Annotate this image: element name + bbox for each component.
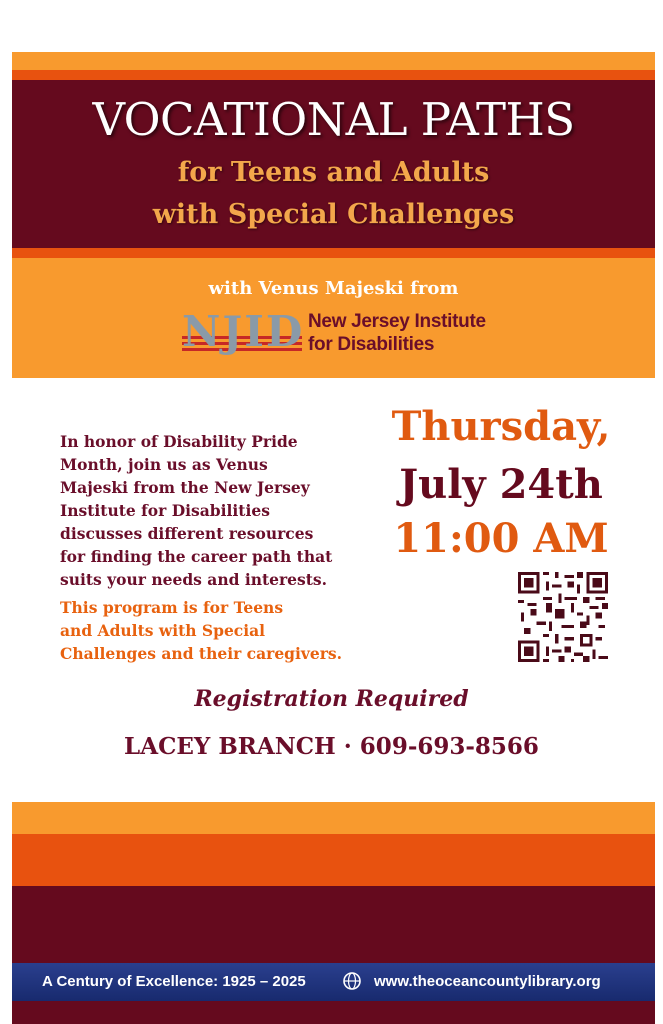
top-orange-stripe (12, 52, 655, 70)
event-day: Thursday, (391, 403, 611, 450)
website-link[interactable]: www.theoceancountylibrary.org (374, 973, 601, 990)
globe-icon (342, 971, 362, 991)
event-description: In honor of Disability Pride Month, join us as Venus Majeski from the New Jersey Institute for Disabilities discusses different resources for finding the career path that suits your needs and interests. (60, 432, 333, 589)
footer-bar (12, 963, 655, 1001)
bottom-maroon-block (12, 886, 655, 1024)
presenter-line: with Venus Majeski from (208, 278, 459, 299)
njid-logo (182, 306, 502, 362)
logo-letters: NJID (182, 307, 305, 356)
event-subtitle-line1: for Teens and Adults (177, 157, 490, 188)
bottom-orange-stripe (12, 802, 655, 834)
title-banner (12, 80, 655, 248)
branch-contact: LACEY BRANCH · 609-693-8566 (124, 733, 539, 760)
event-time: 11:00 AM (393, 515, 609, 562)
footer-tagline: A Century of Excellence: 1925 – 2025 (42, 973, 306, 990)
org-name-line1: New Jersey Institute (308, 311, 486, 332)
top-red-stripe (12, 70, 655, 80)
registration-note: Registration Required (194, 686, 469, 712)
qr-code[interactable] (518, 572, 608, 662)
divider-stripe (12, 248, 655, 258)
audience-note: This program is for Teens and Adults with Special Challenges and their caregivers. (60, 598, 343, 663)
event-date: July 24th (399, 461, 603, 508)
org-name-line2: for Disabilities (308, 334, 435, 355)
event-title: VOCATIONAL PATHS (92, 93, 575, 146)
bottom-red-stripe (12, 834, 655, 886)
event-subtitle-line2: with Special Challenges (152, 199, 515, 230)
presenter-banner (12, 258, 655, 378)
